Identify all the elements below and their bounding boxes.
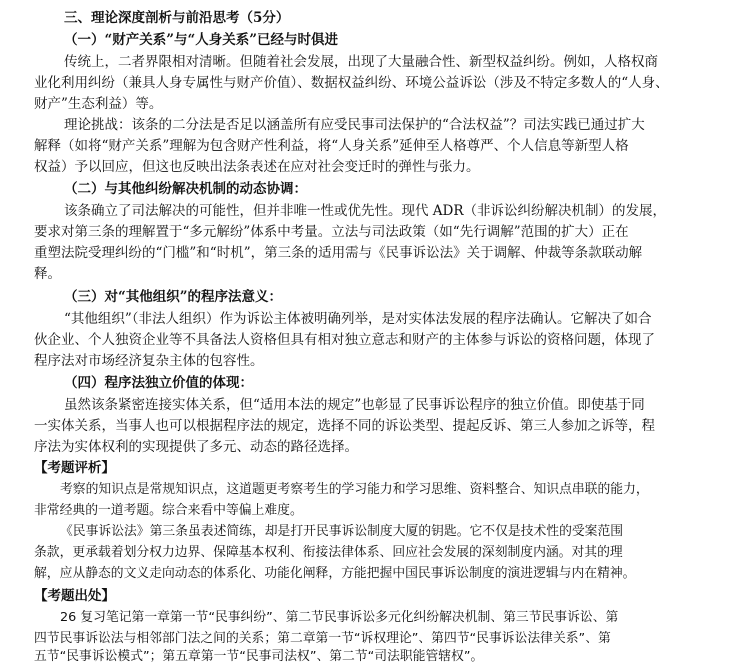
sub2-para-line3: 重塑法院受理纠纷的“门槛”和“时机”，第三条的适用需与《民事诉讼法》关于调解、仲裁等条款联动解 — [34, 245, 643, 261]
sub2-para-line1: 该条确立了司法解决的可能性，但并非唯一性或优先性。现代 ADR（非诉讼纠纷解决机制）的发展， — [64, 203, 667, 219]
subsection-2-heading: （二）与其他纠纷解决机制的动态协调： — [64, 181, 307, 197]
sub1-para2-line3: 权益）予以回应，但这也反映出法条表述在应对社会变迁时的弹性与张力。 — [34, 159, 480, 175]
sub1-para2-line1: 理论挑战：该条的二分法是否足以涵盖所有应受民事司法保护的“合法权益”？司法实践已通过扩大 — [64, 117, 645, 133]
analysis-para2-line3: 解，应从静态的文义走向动态的体系化、功能化阐释，方能把握中国民事诉讼制度的演进逻辑与内在精神。 — [34, 566, 636, 581]
subsection-4-heading: （四）程序法独立价值的体现： — [64, 375, 253, 391]
sub1-para1-line3: 财产”生态利益）等。 — [34, 96, 163, 112]
source-line1: 26 复习笔记第一章第一节“民事纠纷”、第二节民事诉讼多元化纠纷解决机制、第三节民事诉讼、第 — [60, 610, 619, 625]
sub4-para-line2: 一实体关系，当事人也可以根据程序法的规定，选择不同的诉讼类型、提起反诉、第三人参加之诉等，程 — [34, 418, 655, 434]
sub1-para2-line2: 解释（如将“财产关系”理解为包含财产性利益，将“人身关系”延伸至人格尊严、个人信息等新型人格 — [34, 138, 629, 154]
sub4-para-line1: 虽然该条紧密连接实体关系，但“适用本法的规定”也彰显了民事诉讼程序的独立价值。即使基于同 — [64, 397, 645, 413]
sub3-para-line1: “其他组织”（非法人组织）作为诉讼主体被明确列举，是对实体法发展的程序法确认。它解决了如合 — [64, 311, 652, 327]
analysis-para2-line1: 《民事诉讼法》第三条虽表述简练，却是打开民事诉讼制度大厦的钥匙。它不仅是技术性的受案范围 — [60, 524, 624, 539]
exam-source-label: 【考题出处】 — [34, 588, 115, 604]
subsection-1-heading: （一）“财产关系”与“人身关系”已经与时俱进 — [64, 32, 339, 48]
sub4-para-line3: 序法为实体权利的实现提供了多元、动态的路径选择。 — [34, 439, 358, 455]
sub1-para1-line1: 传统上，二者界限相对清晰。但随着社会发展，出现了大量融合性、新型权益纠纷。例如，人格权商 — [64, 54, 658, 70]
source-line2: 四节民事诉讼法与相邻部门法之间的关系；第二章第一节“诉权理论”、第四节“民事诉讼法律关系”、第 — [34, 631, 611, 646]
subsection-3-heading: （三）对“其他组织”的程序法意义： — [64, 289, 283, 305]
analysis-para1-line1: 考察的知识点是常规知识点，这道题更考察考生的学习能力和学习思维、资料整合、知识点串联的能力， — [60, 482, 649, 497]
sub3-para-line2: 伙企业、个人独资企业等不具备法人资格但具有相对独立意志和财产的主体参与诉讼的资格问题，体现了 — [34, 332, 655, 348]
analysis-para2-line2: 条款，更承载着划分权力边界、保障基本权利、衔接法律体系、回应社会发展的深刻制度内涵。对其的理 — [34, 545, 623, 560]
sub2-para-line4: 释。 — [34, 266, 61, 282]
source-line3: 五节“民事诉讼模式”；第五章第一节“民事司法权”、第二节“司法职能管辖权”。 — [34, 649, 484, 664]
sub3-para-line3: 程序法对市场经济复杂主体的包容性。 — [34, 353, 264, 369]
exam-analysis-label: 【考题评析】 — [34, 460, 115, 476]
sub2-para-line2: 要求对第三条的理解置于“多元解纷”体系中考量。立法与司法政策（如“先行调解”范围的扩大）正在 — [34, 224, 629, 240]
section-title: 三、理论深度剖析与前沿思考（5分） — [64, 10, 290, 26]
sub1-para1-line2: 业化利用纠纷（兼具人身专属性与财产价值）、数据权益纠纷、环境公益诉讼（涉及不特定多数人的“人身、 — [34, 75, 669, 91]
analysis-para1-line2: 非常经典的一道考题。综合来看中等偏上难度。 — [34, 503, 303, 518]
